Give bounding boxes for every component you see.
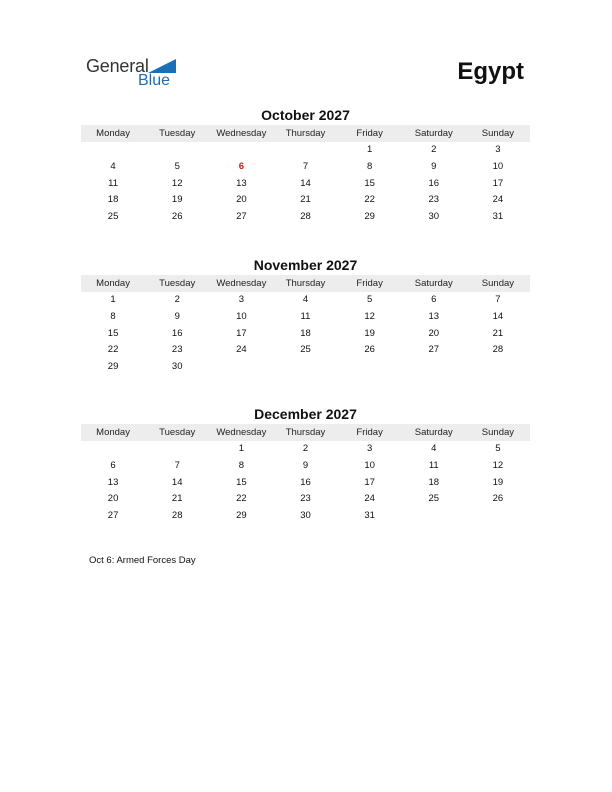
day-cell: 13 bbox=[236, 177, 247, 189]
day-cell: 9 bbox=[302, 459, 309, 471]
day-cell: 1 bbox=[110, 294, 116, 305]
day-cell: 10 bbox=[364, 459, 375, 471]
empty-day-cell bbox=[402, 508, 466, 525]
weekday-label: Tuesday bbox=[159, 427, 196, 438]
day-cell: 21 bbox=[492, 327, 504, 339]
day-cell: 22 bbox=[107, 344, 119, 356]
day-cell: 13 bbox=[428, 310, 440, 322]
week-row bbox=[81, 209, 530, 226]
week-row bbox=[81, 309, 530, 326]
day-cell: 19 bbox=[364, 327, 375, 339]
day-cell: 5 bbox=[174, 160, 180, 172]
day-cell: 12 bbox=[492, 459, 504, 471]
day-cell: 27 bbox=[428, 344, 440, 356]
weekday-label: Sunday bbox=[481, 128, 515, 139]
weekday-label: Saturday bbox=[414, 128, 453, 139]
day-cell: 28 bbox=[171, 510, 183, 522]
day-cell: 12 bbox=[171, 177, 183, 189]
day-cell: 26 bbox=[171, 211, 183, 223]
day-cell: 22 bbox=[364, 194, 375, 206]
day-cell: 16 bbox=[428, 177, 440, 189]
day-cell: 11 bbox=[428, 459, 439, 471]
day-cell: 21 bbox=[171, 493, 183, 505]
month-calendar-december bbox=[81, 405, 530, 525]
day-cell: 28 bbox=[492, 344, 504, 356]
week-row bbox=[81, 359, 530, 376]
day-cell: 25 bbox=[300, 344, 311, 356]
weekday-label: Tuesday bbox=[159, 278, 196, 289]
day-cell: 27 bbox=[236, 211, 247, 223]
day-cell: 31 bbox=[364, 510, 375, 522]
weekday-label: Saturday bbox=[414, 278, 453, 289]
weekday-label: Sunday bbox=[481, 278, 515, 289]
logo-general-text: General bbox=[86, 56, 149, 76]
day-cell: 24 bbox=[236, 344, 247, 356]
weekday-label: Wednesday bbox=[216, 278, 267, 289]
day-cell: 21 bbox=[300, 194, 311, 206]
week-row bbox=[81, 192, 530, 209]
day-cell: 22 bbox=[236, 493, 247, 505]
weeks-grid bbox=[81, 292, 530, 376]
weekday-label: Friday bbox=[356, 278, 383, 289]
empty-day-cell bbox=[209, 142, 273, 159]
weekday-label: Tuesday bbox=[159, 128, 196, 139]
weekday-label: Friday bbox=[356, 128, 383, 139]
weeks-grid bbox=[81, 441, 530, 525]
weekday-label: Monday bbox=[96, 427, 130, 438]
weekday-label: Wednesday bbox=[216, 128, 267, 139]
holiday-notes bbox=[89, 555, 196, 566]
day-cell: 7 bbox=[495, 294, 501, 305]
weekday-label: Monday bbox=[96, 128, 130, 139]
day-cell: 19 bbox=[171, 194, 183, 206]
weekday-header-row bbox=[81, 125, 530, 142]
week-row bbox=[81, 176, 530, 193]
day-cell: 30 bbox=[171, 361, 183, 373]
day-cell: 14 bbox=[300, 177, 311, 189]
weekday-label: Sunday bbox=[481, 427, 515, 438]
week-row bbox=[81, 342, 530, 359]
day-cell: 23 bbox=[300, 493, 311, 505]
day-cell: 26 bbox=[492, 493, 504, 505]
day-cell: 9 bbox=[431, 160, 437, 172]
weekday-header-row bbox=[81, 424, 530, 441]
day-cell: 20 bbox=[107, 493, 119, 505]
logo-blue-text: Blue bbox=[138, 72, 171, 89]
day-cell: 3 bbox=[238, 294, 244, 305]
day-cell: 6 bbox=[431, 294, 437, 305]
day-cell: 12 bbox=[364, 310, 375, 322]
day-cell: 18 bbox=[300, 327, 311, 339]
holiday-day-cell: 6 bbox=[238, 160, 244, 172]
empty-day-cell bbox=[402, 359, 466, 376]
day-cell: 28 bbox=[300, 211, 311, 223]
weekday-label: Monday bbox=[96, 278, 130, 289]
week-row bbox=[81, 292, 530, 309]
day-cell: 8 bbox=[238, 459, 244, 471]
empty-day-cell bbox=[145, 441, 209, 458]
empty-day-cell bbox=[145, 142, 209, 159]
empty-day-cell bbox=[338, 359, 402, 376]
day-cell: 4 bbox=[302, 294, 309, 305]
day-cell: 7 bbox=[174, 459, 180, 471]
day-cell: 15 bbox=[364, 177, 375, 189]
day-cell: 4 bbox=[431, 443, 437, 454]
day-cell: 17 bbox=[236, 327, 247, 339]
generalblue-logo bbox=[86, 56, 196, 92]
day-cell: 27 bbox=[107, 510, 119, 522]
day-cell: 3 bbox=[495, 144, 501, 155]
week-row bbox=[81, 326, 530, 343]
day-cell: 5 bbox=[366, 294, 373, 305]
day-cell: 17 bbox=[492, 177, 504, 189]
day-cell: 15 bbox=[107, 327, 119, 339]
month-title: November 2027 bbox=[253, 257, 358, 273]
day-cell: 25 bbox=[107, 211, 119, 223]
day-cell: 24 bbox=[364, 493, 375, 505]
day-cell: 13 bbox=[107, 476, 119, 488]
day-cell: 25 bbox=[428, 493, 440, 505]
day-cell: 2 bbox=[302, 443, 309, 454]
holiday-note: Oct 6: Armed Forces Day bbox=[89, 555, 196, 566]
day-cell: 30 bbox=[428, 211, 440, 223]
day-cell: 24 bbox=[492, 194, 504, 206]
empty-day-cell bbox=[466, 508, 530, 525]
day-cell: 31 bbox=[492, 211, 504, 223]
day-cell: 11 bbox=[300, 310, 311, 322]
day-cell: 2 bbox=[174, 294, 180, 305]
day-cell: 3 bbox=[366, 443, 373, 454]
empty-day-cell bbox=[81, 142, 145, 159]
empty-day-cell bbox=[466, 359, 530, 376]
day-cell: 23 bbox=[428, 194, 440, 206]
week-row bbox=[81, 159, 530, 176]
day-cell: 29 bbox=[364, 211, 375, 223]
weekday-label: Thursday bbox=[285, 278, 326, 289]
day-cell: 16 bbox=[300, 476, 311, 488]
month-calendar-october bbox=[81, 106, 530, 226]
day-cell: 15 bbox=[236, 476, 247, 488]
day-cell: 18 bbox=[107, 194, 119, 206]
empty-day-cell bbox=[81, 441, 145, 458]
day-cell: 10 bbox=[236, 310, 247, 322]
weekday-label: Thursday bbox=[285, 128, 326, 139]
weekday-label: Wednesday bbox=[216, 427, 267, 438]
day-cell: 11 bbox=[108, 177, 118, 189]
day-cell: 23 bbox=[171, 344, 183, 356]
day-cell: 16 bbox=[171, 327, 183, 339]
day-cell: 26 bbox=[364, 344, 375, 356]
day-cell: 5 bbox=[495, 443, 501, 454]
day-cell: 29 bbox=[236, 510, 247, 522]
week-row bbox=[81, 458, 530, 475]
week-row bbox=[81, 475, 530, 492]
day-cell: 20 bbox=[236, 194, 247, 206]
empty-day-cell bbox=[273, 359, 337, 376]
day-cell: 1 bbox=[366, 144, 373, 155]
weeks-grid bbox=[81, 142, 530, 226]
day-cell: 7 bbox=[302, 160, 309, 172]
weekday-label: Saturday bbox=[414, 427, 453, 438]
week-row bbox=[81, 508, 530, 525]
month-title: October 2027 bbox=[261, 107, 350, 123]
week-row bbox=[81, 441, 530, 458]
day-cell: 29 bbox=[107, 361, 119, 373]
day-cell: 1 bbox=[238, 443, 244, 454]
day-cell: 10 bbox=[492, 160, 504, 172]
day-cell: 8 bbox=[366, 160, 373, 172]
weekday-label: Friday bbox=[356, 427, 383, 438]
weekday-label: Thursday bbox=[285, 427, 326, 438]
logo-triangle-icon bbox=[148, 59, 176, 73]
day-cell: 8 bbox=[110, 310, 116, 322]
day-cell: 20 bbox=[428, 327, 440, 339]
month-calendar-november bbox=[81, 256, 530, 376]
country-title: Egypt bbox=[457, 58, 524, 85]
empty-day-cell bbox=[209, 359, 273, 376]
month-title: December 2027 bbox=[254, 406, 357, 422]
week-row bbox=[81, 491, 530, 508]
day-cell: 9 bbox=[174, 310, 180, 322]
day-cell: 2 bbox=[431, 144, 437, 155]
day-cell: 14 bbox=[171, 476, 183, 488]
day-cell: 14 bbox=[492, 310, 504, 322]
day-cell: 4 bbox=[110, 160, 116, 172]
day-cell: 18 bbox=[428, 476, 440, 488]
weekday-header-row bbox=[81, 275, 530, 292]
day-cell: 19 bbox=[492, 476, 504, 488]
day-cell: 30 bbox=[300, 510, 311, 522]
week-row bbox=[81, 142, 530, 159]
day-cell: 17 bbox=[364, 476, 375, 488]
day-cell: 6 bbox=[110, 459, 116, 471]
empty-day-cell bbox=[273, 142, 337, 159]
